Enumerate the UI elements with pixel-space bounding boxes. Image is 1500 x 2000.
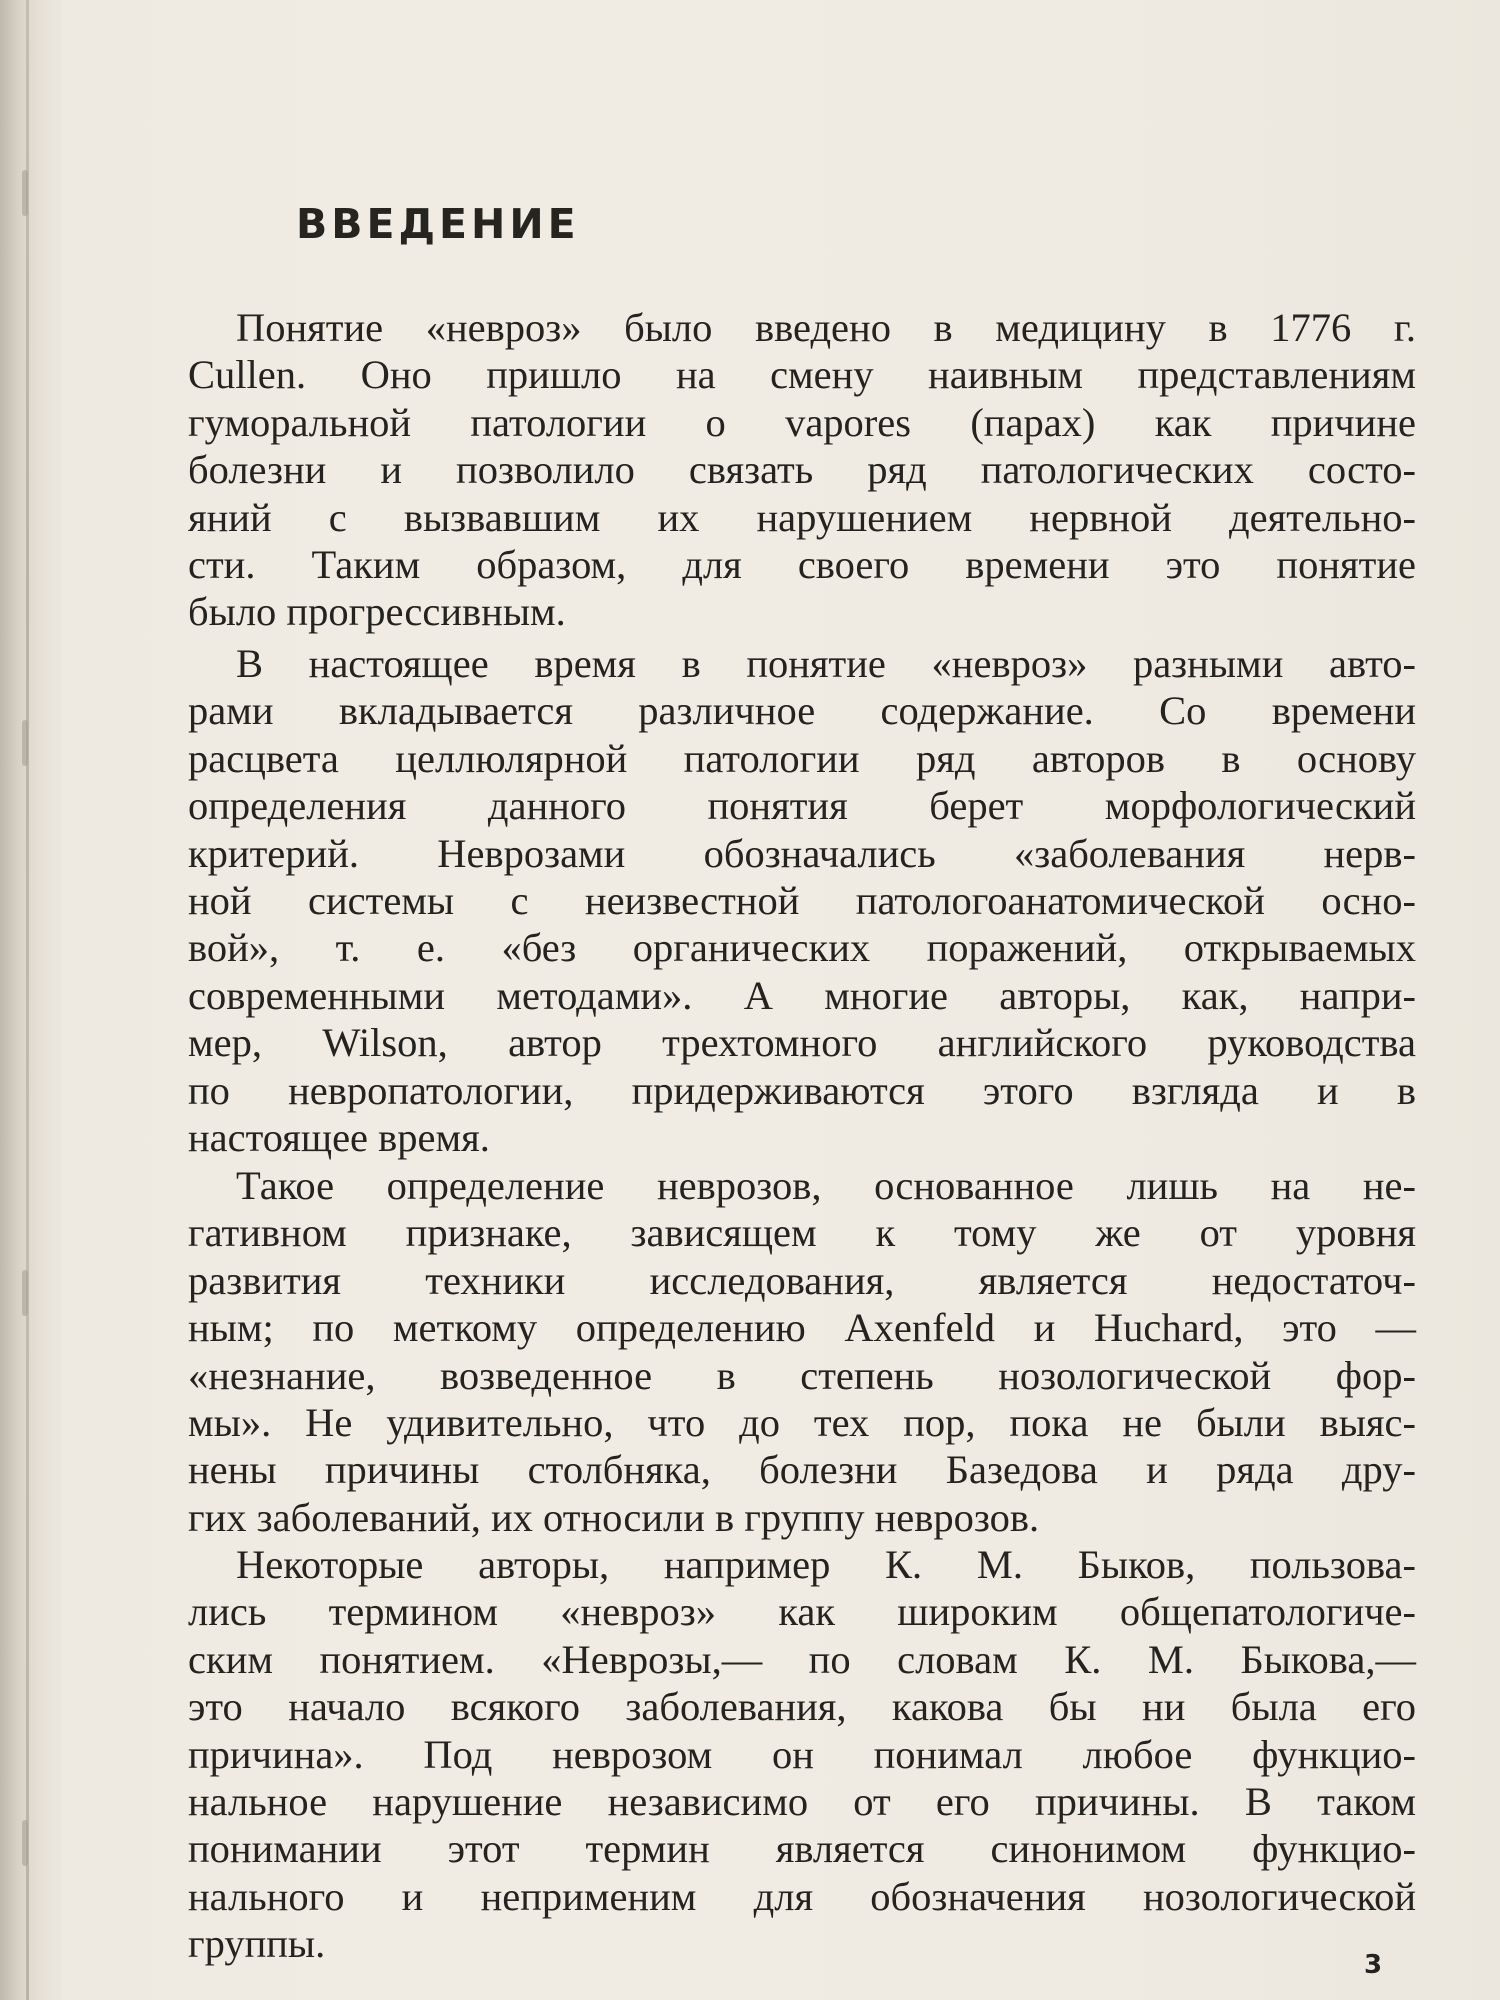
text-line: понимании этот термин является синонимом функцио- [188,1826,1416,1872]
binding-stitch [22,1270,28,1316]
text-line: развития техники исследования, является недостаточ- [188,1257,1416,1303]
paragraph [188,640,1416,1161]
text-line: яний с вызвавшим их нарушением нервной деятельно- [188,494,1416,540]
text-line: нальное нарушение независимо от его причины. В таком [188,1779,1416,1825]
paragraph [188,304,1416,636]
binding-edge [26,0,29,2000]
paragraph [188,1162,1416,1541]
page-number: 3 [1364,1950,1383,1980]
text-line: группы. [188,1921,326,1967]
text-line: сти. Таким образом, для своего времени это понятие [188,542,1416,588]
text-line: причина». Под неврозом он понимал любое функцио- [188,1731,1416,1777]
text-line: Некоторые авторы, например К. М. Быков, пользова- [236,1542,1416,1587]
paragraph [188,1541,1416,1968]
text-line: гих заболеваний, их относили в группу неврозов. [188,1494,1040,1540]
binding-stitch [22,170,28,216]
binding-stitch [22,720,28,766]
text-line: настоящее время. [188,1115,490,1161]
text-line: мы». Не удивительно, что до тех пор, пока не были выяс- [188,1400,1416,1446]
book-gutter [0,0,62,2000]
text-line: определения данного понятия берет морфологический [188,783,1416,829]
text-line: болезни и позволило связать ряд патологических состо- [188,447,1416,493]
text-line: Понятие «невроз» было введено в медицину в 1776 г. [236,305,1416,350]
text-line: рами вкладывается различное содержание. Со времени [188,688,1416,734]
text-line: В настоящее время в понятие «невроз» разными авто- [236,641,1416,686]
text-line: современными методами». А многие авторы, как, напри- [188,972,1416,1018]
text-line: гативном признаке, зависящем к тому же от уровня [188,1210,1416,1256]
text-line: нального и неприменим для обозначения нозологической [188,1873,1416,1919]
text-line: Такое определение неврозов, основанное лишь на не- [236,1163,1416,1208]
text-line: критерий. Неврозами обозначались «заболевания нерв- [188,830,1416,876]
text-line: вой», т. е. «без органических поражений, открываемых [188,925,1416,971]
text-line: «незнание, возведенное в степень нозологической фор- [188,1352,1416,1398]
text-line: по невропатологии, придерживаются этого взгляда и в [188,1067,1416,1113]
text-line: лись термином «невроз» как широким общепатологиче- [188,1589,1416,1635]
text-line: расцвета целлюлярной патологии ряд авторов в основу [188,735,1416,781]
binding-stitch [22,1820,28,1866]
text-line: ским понятием. «Неврозы,— по словам К. М. Быкова,— [188,1636,1416,1682]
page-heading: ВВЕДЕНИЕ [296,200,580,248]
text-line: нены причины столбняка, болезни Базедова и ряда дру- [188,1447,1416,1493]
text-line: мер, Wilson, автор трехтомного английского руководства [188,1020,1416,1066]
text-line: ной системы с неизвестной патологоанатомической осно- [188,878,1416,924]
text-line: это начало всякого заболевания, какова бы ни была его [188,1684,1416,1730]
text-line: ным; по меткому определению Axenfeld и Huchard, это — [188,1305,1416,1351]
text-line: гуморальной патологии о vapores (парах) как причине [188,399,1416,445]
text-line: было прогрессивным. [188,589,566,635]
text-line: Cullen. Оно пришло на смену наивным представлениям [188,352,1416,398]
